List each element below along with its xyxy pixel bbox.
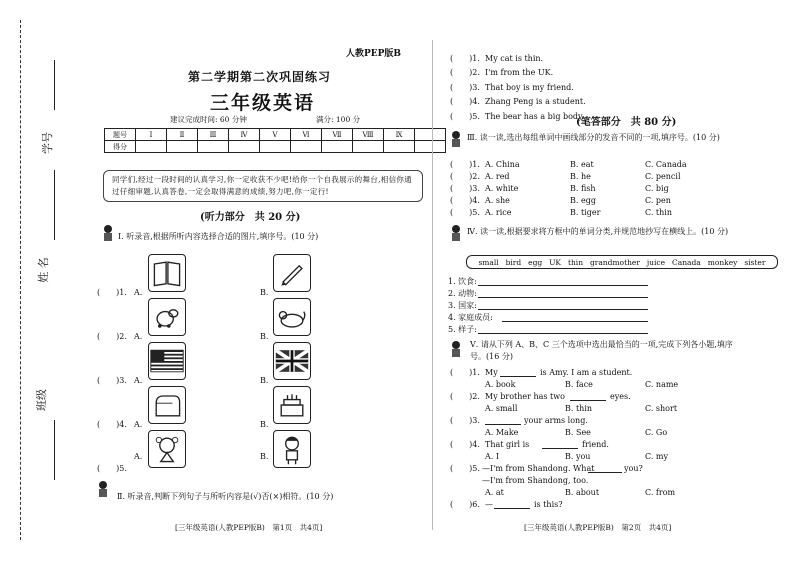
q3-4-number: ( )4. xyxy=(450,196,480,205)
boy-icon xyxy=(273,430,311,468)
q5-4-stem: That girl is xyxy=(485,440,530,449)
q2-title: Ⅱ. 听录音,判断下列句子与所听内容是(√)否(×)相符。(10 分) xyxy=(117,492,334,501)
category-countries: 3. 国家: xyxy=(448,301,477,310)
q5-5-b: B. about xyxy=(565,488,600,497)
q3-5-a: A. rice xyxy=(485,208,512,217)
q5-3-number: ( )3. xyxy=(450,416,480,425)
q3-1-a: A. China xyxy=(485,160,520,169)
q3-1-b: B. eat xyxy=(570,160,594,169)
q5-6-number: ( )6. xyxy=(450,500,480,509)
q5-4-number: ( )4. xyxy=(450,440,480,449)
q1-title: Ⅰ. 听录音,根据所听内容选择合适的图片,填序号。(10 分) xyxy=(118,232,319,241)
tf-1-number: ( )1. xyxy=(450,54,480,63)
tf-2-text: I'm from the UK. xyxy=(485,68,554,77)
q3-4-b: B. egg xyxy=(570,196,596,205)
exam-title: 三年级英语 xyxy=(210,92,316,114)
footer-left: [三年级英语(人教PEP版B) 第1页 共4页] xyxy=(175,523,323,532)
q5-1-b: B. face xyxy=(565,380,593,389)
name-label: 姓 名 xyxy=(36,257,50,283)
q1-row-3-option-a: A. xyxy=(134,376,143,385)
student-id-label: 学号 xyxy=(41,132,54,154)
q5-3-c: C. Go xyxy=(645,428,668,437)
tf-4-text: Zhang Peng is a student. xyxy=(485,97,586,106)
q5-3-a: A. Make xyxy=(485,428,519,437)
q1-row-3-option-b: B. xyxy=(260,376,269,385)
q5-title-cont: 号。(16 分) xyxy=(470,352,513,361)
student-icon xyxy=(100,224,116,242)
q5-1-number: ( )1. xyxy=(450,368,480,377)
binding-strip xyxy=(0,0,96,561)
word-box: small bird egg UK thin grandmother juice Canada monkey sister xyxy=(466,255,778,269)
q3-5-b: B. tiger xyxy=(570,208,601,217)
student-icon xyxy=(448,130,464,148)
tf-5-number: ( )5. xyxy=(450,112,480,121)
q5-6-stem-end: is this? xyxy=(534,500,563,509)
q5-2-c: C. short xyxy=(645,404,678,413)
student-icon xyxy=(448,340,464,358)
q3-2-b: B. he xyxy=(570,172,591,181)
exam-subtitle: 第二学期第二次巩固练习 xyxy=(188,70,332,84)
q3-5-number: ( )5. xyxy=(450,208,480,217)
q5-4-b: B. you xyxy=(565,452,591,461)
q5-5-stem-end: you? xyxy=(624,464,643,473)
girl-icon xyxy=(148,430,186,468)
q5-2-stem: My brother has two xyxy=(485,392,565,401)
q3-1-c: C. Canada xyxy=(645,160,687,169)
q1-row-4-option-a: A. xyxy=(134,420,143,429)
q3-3-number: ( )3. xyxy=(450,184,480,193)
q1-row-1-option-a: A. xyxy=(134,288,143,297)
q5-5-c: C. from xyxy=(645,488,676,497)
q5-2-b: B. thin xyxy=(565,404,593,413)
q5-5-number: ( )5. xyxy=(450,464,480,473)
usa-flag-icon xyxy=(148,342,186,380)
q4-title: Ⅳ. 读一读,根据要求将方框中的单词分类,并规范地抄写在横线上。(10 分) xyxy=(467,227,729,236)
q3-1-number: ( )1. xyxy=(450,160,480,169)
score-table: 题号 Ⅰ Ⅱ Ⅲ Ⅳ Ⅴ Ⅵ Ⅶ Ⅷ Ⅸ 得分 xyxy=(104,128,446,153)
student-icon xyxy=(448,224,464,242)
q5-4-c: C. my xyxy=(645,452,669,461)
pen-icon xyxy=(273,254,311,292)
q5-3-stem-end: your arms long. xyxy=(524,416,588,425)
cake-icon xyxy=(273,386,311,424)
q1-row-2-number: ( )2. xyxy=(97,332,127,341)
q5-1-c: C. name xyxy=(645,380,679,389)
q5-6-stem: — xyxy=(485,500,493,509)
bread-icon xyxy=(148,386,186,424)
page-divider xyxy=(432,40,433,530)
book-icon xyxy=(148,254,186,292)
q3-3-c: C. big xyxy=(645,184,669,193)
listening-part-label: (听力部分 共 20 分) xyxy=(200,212,301,223)
q5-title: Ⅴ. 请从下列 A、B、C 三个选项中选出最恰当的一项,完成下列各小题,填序 xyxy=(470,340,733,349)
edition-label: 人教PEP版B xyxy=(346,49,402,59)
q1-row-4-number: ( )4. xyxy=(97,420,127,429)
cut-line xyxy=(20,20,21,540)
q5-2-a: A. small xyxy=(485,404,518,413)
footer-right: [三年级英语(人教PEP版B) 第2页 共4页] xyxy=(524,523,672,532)
q1-row-5-option-a: A. xyxy=(134,452,143,461)
q3-2-a: A. red xyxy=(485,172,510,181)
category-looks: 5. 样子: xyxy=(448,325,477,334)
q1-row-5-number: ( )5. xyxy=(97,464,127,473)
cat-icon xyxy=(273,298,311,336)
time-label: 建议完成时间: 60 分钟 xyxy=(170,115,247,124)
class-label: 班级 xyxy=(35,389,48,411)
q3-2-number: ( )2. xyxy=(450,172,480,181)
score-label: 满分: 100 分 xyxy=(316,115,361,124)
dog-icon xyxy=(148,298,186,336)
q3-4-c: C. pen xyxy=(645,196,671,205)
q5-4-a: A. I xyxy=(485,452,500,461)
tf-3-text: That boy is my friend. xyxy=(485,83,574,92)
q1-row-3-number: ( )3. xyxy=(97,376,127,385)
category-animals: 2. 动物: xyxy=(448,289,477,298)
q1-row-2-option-a: A. xyxy=(134,332,143,341)
q3-3-a: A. white xyxy=(485,184,519,193)
q1-row-4-option-b: B. xyxy=(260,420,269,429)
q5-1-stem-end: is Amy. I am a student. xyxy=(540,368,633,377)
tf-2-number: ( )2. xyxy=(450,68,480,77)
q3-title: Ⅲ. 读一读,选出每组单词中画线部分的发音不同的一项,填序号。(10 分) xyxy=(467,133,720,142)
q3-3-b: B. fish xyxy=(570,184,596,193)
q1-row-2-option-b: B. xyxy=(260,332,269,341)
q3-4-a: A. she xyxy=(485,196,510,205)
q5-2-stem-end: eyes. xyxy=(610,392,631,401)
written-part-label: (笔答部分 共 80 分) xyxy=(576,117,677,128)
q5-1-stem: My xyxy=(485,368,498,377)
student-icon xyxy=(95,480,111,498)
q3-5-c: C. thin xyxy=(645,208,672,217)
category-family: 4. 家庭成员: xyxy=(448,313,493,322)
q5-4-stem-end: friend. xyxy=(582,440,609,449)
tf-3-number: ( )3. xyxy=(450,83,480,92)
notice-text: 同学们,经过一段时间的认真学习,你一定收获不少吧!给你一个自我展示的舞台,相信你通过仔细审题,认真答卷,一定会取得满意的成绩,努力吧,你一定行! xyxy=(112,175,412,196)
tf-1-text: My cat is thin. xyxy=(485,54,544,63)
tf-5-text: The bear has a big body. xyxy=(485,112,585,121)
notice-box xyxy=(103,170,423,202)
q5-5-stem: —I'm from Shandong. What xyxy=(482,464,595,473)
q1-row-1-option-b: B. xyxy=(260,288,269,297)
q5-2-number: ( )2. xyxy=(450,392,480,401)
q5-1-a: A. book xyxy=(485,380,516,389)
q5-3-b: B. See xyxy=(565,428,591,437)
uk-flag-icon xyxy=(273,342,311,380)
q1-row-1-number: ( )1. xyxy=(97,288,127,297)
tf-4-number: ( )4. xyxy=(450,97,480,106)
category-food: 1. 饮食: xyxy=(448,277,477,286)
q1-row-5-option-b: B. xyxy=(260,452,269,461)
q5-5-reply: —I'm from Shandong, too. xyxy=(482,476,589,485)
q5-5-a: A. at xyxy=(485,488,504,497)
q3-2-c: C. pencil xyxy=(645,172,681,181)
